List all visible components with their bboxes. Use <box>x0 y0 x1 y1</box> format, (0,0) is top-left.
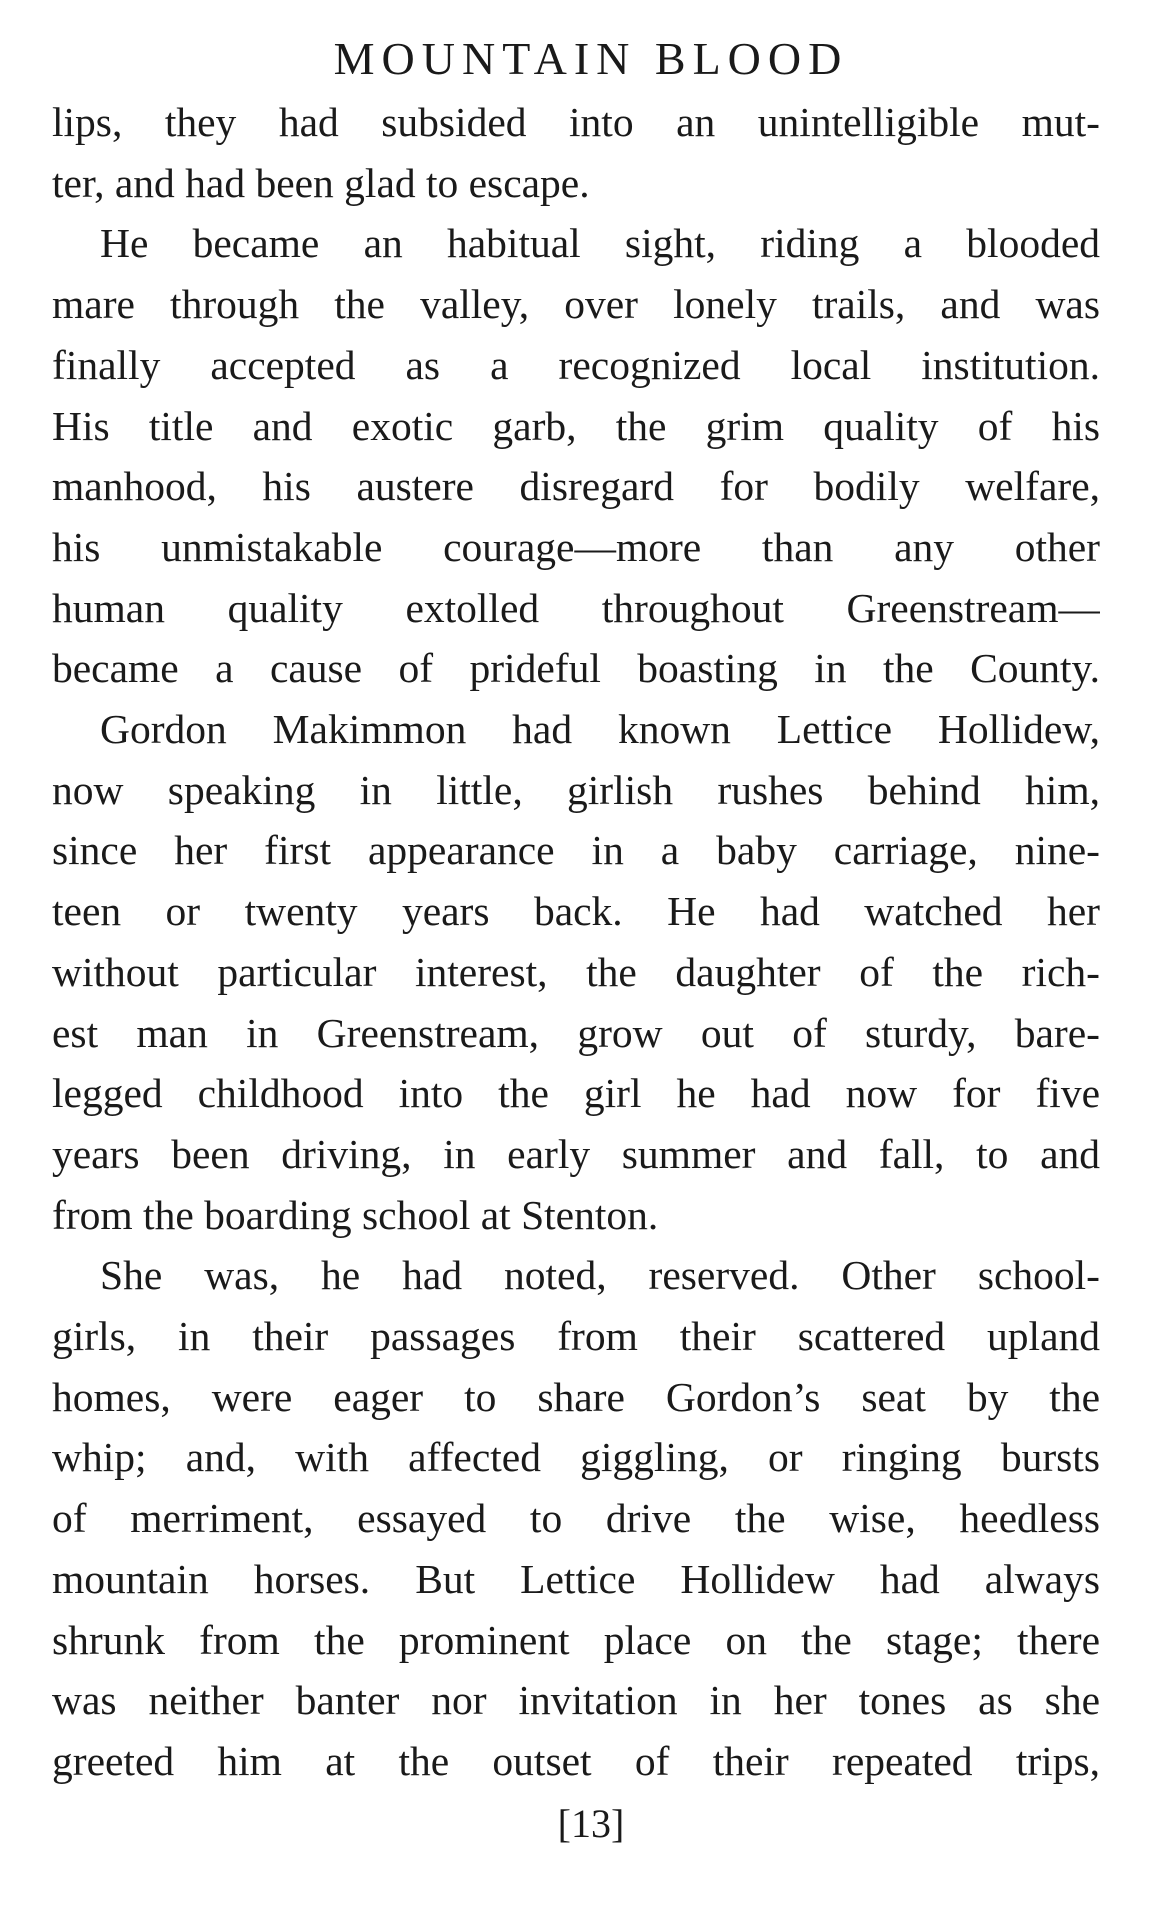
text-line: now speaking in little, girlish rushes behind him, <box>52 766 1100 813</box>
text-line: He became an habitual sight, riding a blooded <box>100 220 1100 267</box>
text-line: lips, they had subsided into an unintelligible mut- <box>52 99 1100 145</box>
text-line: girls, in their passages from their scattered upland <box>52 1313 1100 1360</box>
text-line: finally accepted as a recognized local institution. <box>52 341 1100 388</box>
page-number: [13] <box>557 1800 625 1846</box>
running-title: MOUNTAIN BLOOD <box>333 33 849 84</box>
book-page <box>52 30 1100 1854</box>
text-line: homes, were eager to share Gordon’s seat by the <box>52 1373 1100 1420</box>
text-line: of merriment, essayed to drive the wise, heedless <box>52 1495 1100 1542</box>
text-line: became a cause of prideful boasting in the County. <box>52 645 1100 692</box>
text-line: since her first appearance in a baby carriage, nine- <box>52 827 1100 874</box>
paragraph-2 <box>52 213 1100 699</box>
text-line: years been driving, in early summer and fall, to and <box>52 1130 1100 1177</box>
paragraph-3 <box>52 699 1100 1245</box>
text-line: mare through the valley, over lonely trails, and was <box>52 281 1100 328</box>
text-line: shrunk from the prominent place on the stage; there <box>52 1616 1100 1663</box>
text-line: whip; and, with affected giggling, or ringing bursts <box>52 1434 1100 1481</box>
text-line: mountain horses. But Lettice Hollidew had always <box>52 1555 1100 1602</box>
text-line: est man in Greenstream, grow out of sturdy, bare- <box>52 1009 1100 1056</box>
text-line: She was, he had noted, reserved. Other school- <box>100 1252 1100 1299</box>
text-line: teen or twenty years back. He had watched her <box>52 888 1100 935</box>
text-line: His title and exotic garb, the grim quality of his <box>52 402 1100 449</box>
text-line: manhood, his austere disregard for bodily welfare, <box>52 463 1100 510</box>
text-line: was neither banter nor invitation in her tones as she <box>52 1677 1100 1724</box>
paragraph-1 <box>52 92 1100 213</box>
text-line: human quality extolled throughout Greenstream— <box>52 584 1100 631</box>
text-line: Gordon Makimmon had known Lettice Hollidew, <box>100 706 1100 753</box>
text-line: without particular interest, the daughter of the rich- <box>52 948 1100 995</box>
text-line: from the boarding school at Stenton. <box>52 1191 659 1238</box>
text-line: his unmistakable courage—more than any other <box>52 523 1100 570</box>
paragraph-4 <box>52 1245 1100 1791</box>
text-line: ter, and had been glad to escape. <box>52 159 590 206</box>
text-line: greeted him at the outset of their repeated trips, <box>52 1737 1100 1784</box>
text-line: legged childhood into the girl he had now for five <box>52 1070 1100 1117</box>
